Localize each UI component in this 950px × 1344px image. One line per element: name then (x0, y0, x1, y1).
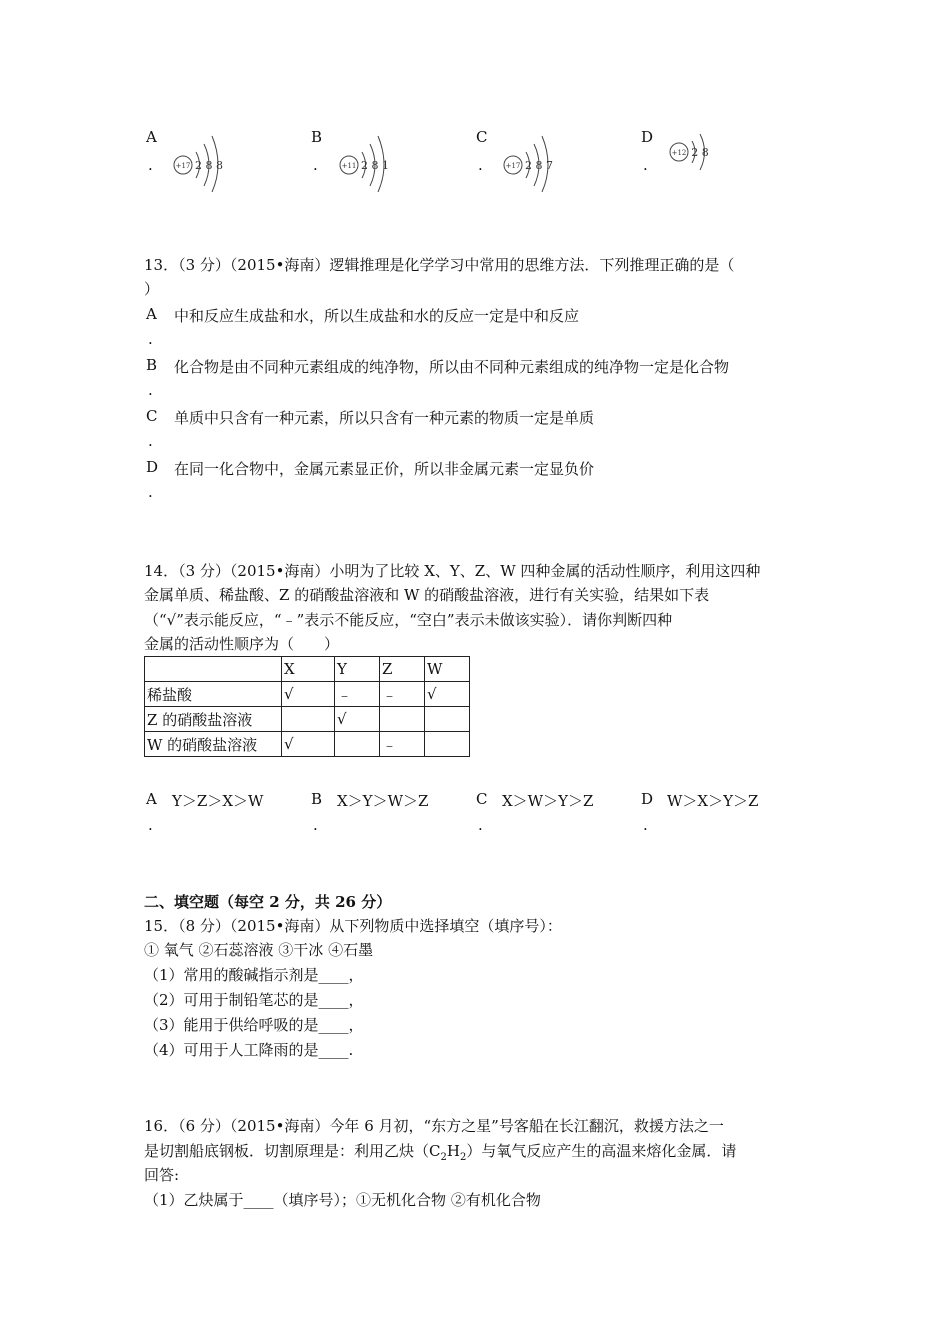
table-cell: √ (335, 707, 380, 732)
table-cell: W 的硝酸盐溶液 (145, 732, 282, 757)
table-cell: W (425, 657, 470, 682)
q14-option-d-dot: . (643, 816, 648, 834)
q14-option-c-letter[interactable]: C (476, 790, 488, 808)
q14-option-a-text[interactable]: Y＞Z＞X＞W (172, 792, 264, 810)
subscript: 2 (459, 1152, 467, 1163)
q12-option-b-atom-diagram (336, 130, 396, 192)
table-cell: 稀盐酸 (145, 682, 282, 707)
q16-stem-line3: 回答: (144, 1166, 180, 1184)
q13-stem-line2: ） (144, 280, 160, 298)
q15-item-3[interactable]: （3）能用于供给呼吸的是____， (144, 1016, 364, 1034)
table-cell: Z (380, 657, 425, 682)
q12-option-c-atom-diagram (500, 130, 560, 192)
electron-config: 2 8 1 (361, 159, 389, 172)
q13-option-a-letter[interactable]: A (146, 305, 157, 323)
q13-stem-line1: 13．（3 分）（2015•海南）逻辑推理是化学学习中常用的思维方法．下列推理正确的是（ (144, 256, 735, 274)
nucleus-label: +17 (175, 162, 191, 170)
table-cell: Y (335, 657, 380, 682)
q12-option-c-dot: . (478, 156, 483, 174)
q12-option-b-dot: . (313, 156, 318, 174)
q13-option-b-letter[interactable]: B (146, 356, 158, 374)
q12-option-c-letter[interactable]: C (476, 128, 488, 146)
q12-option-b-letter[interactable]: B (311, 128, 323, 146)
q13-option-a-text[interactable]: 中和反应生成盐和水，所以生成盐和水的反应一定是中和反应 (174, 307, 580, 325)
q13-option-d-text[interactable]: 在同一化合物中，金属元素显正价，所以非金属元素一定显负价 (174, 460, 595, 478)
table-cell: √ (425, 682, 470, 707)
electron-config: 2 8 8 (195, 159, 223, 172)
table-header-row (145, 657, 470, 682)
q14-option-a-letter[interactable]: A (146, 790, 157, 808)
q14-option-a-dot: . (148, 816, 153, 834)
table-cell: ﹣ (380, 682, 425, 707)
q13-option-c-text[interactable]: 单质中只含有一种元素，所以只含有一种元素的物质一定是单质 (174, 409, 595, 427)
q16-line2-mid: H (446, 1142, 460, 1160)
q13-option-b-text[interactable]: 化合物是由不同种元素组成的纯净物，所以由不同种元素组成的纯净物一定是化合物 (174, 358, 730, 376)
nucleus-label: +17 (505, 162, 521, 170)
q13-option-a-dot: . (148, 330, 153, 348)
q14-option-c-dot: . (478, 816, 483, 834)
table-cell (145, 657, 282, 682)
table-cell (335, 732, 380, 757)
q13-option-b-dot: . (148, 381, 153, 399)
table-cell (380, 707, 425, 732)
q15-item-1[interactable]: （1）常用的酸碱指示剂是____， (144, 966, 364, 984)
table-row (145, 682, 470, 707)
q15-choices: ① 氧气 ②石蕊溶液 ③干冰 ④石墨 (144, 941, 374, 959)
q13-option-c-letter[interactable]: C (146, 407, 158, 425)
q16-line2-post: ）与氧气反应产生的高温来熔化金属．请 (466, 1142, 737, 1160)
q14-option-c-text[interactable]: X＞W＞Y＞Z (502, 792, 594, 810)
table-cell: ﹣ (380, 732, 425, 757)
electron-config: 2 8 (691, 146, 709, 159)
q14-option-b-dot: . (313, 816, 318, 834)
q12-option-d-atom-diagram (666, 130, 716, 174)
table-row (145, 732, 470, 757)
q14-option-b-text[interactable]: X＞Y＞W＞Z (337, 792, 429, 810)
section-2-title: 二、填空题（每空 2 分，共 26 分） (144, 893, 392, 911)
nucleus-label: +12 (671, 149, 687, 157)
q14-option-d-text[interactable]: W＞X＞Y＞Z (667, 792, 759, 810)
table-cell: X (282, 657, 335, 682)
nucleus-label: +11 (341, 162, 357, 170)
table-cell (425, 707, 470, 732)
table-cell: √ (282, 682, 335, 707)
table-cell: ﹣ (335, 682, 380, 707)
q15-item-4[interactable]: （4）可用于人工降雨的是____. (144, 1041, 354, 1059)
q13-option-d-dot: . (148, 483, 153, 501)
table-cell (425, 732, 470, 757)
q14-stem-line1: 14．（3 分）（2015•海南）小明为了比较 X、Y、Z、W 四种金属的活动性顺序，利用这四种 (144, 562, 761, 580)
q16-item-1[interactable]: （1）乙炔属于____（填序号）；①无机化合物 ②有机化合物 (144, 1191, 541, 1209)
q16-stem-line2 (144, 1140, 736, 1163)
q12-option-d-dot: . (643, 156, 648, 174)
q12-option-a-letter[interactable]: A (146, 128, 157, 146)
q15-stem: 15．（8 分）（2015•海南）从下列物质中选择填空（填序号）： (144, 917, 562, 935)
q12-option-d-letter[interactable]: D (641, 128, 654, 146)
q14-stem-line3: （“√”表示能反应，“﹣”表示不能反应，“空白”表示未做该实验）．请你判断四种 (144, 611, 673, 629)
q14-option-d-letter[interactable]: D (641, 790, 654, 808)
q14-option-b-letter[interactable]: B (311, 790, 323, 808)
q12-option-a-dot: . (148, 156, 153, 174)
q16-stem-line1: 16．（6 分）（2015•海南）今年 6 月初，“东方之星”号客船在长江翻沉，救援方法之一 (144, 1117, 724, 1135)
q14-stem-line2: 金属单质、稀盐酸、Z 的硝酸盐溶液和 W 的硝酸盐溶液，进行有关实验，结果如下表 (144, 586, 710, 604)
table-cell: Z 的硝酸盐溶液 (145, 707, 282, 732)
subscript: 2 (440, 1152, 447, 1163)
q13-option-c-dot: . (148, 432, 153, 450)
table-cell: √ (282, 732, 335, 757)
q14-results-table (144, 656, 470, 757)
electron-config: 2 8 7 (525, 159, 553, 172)
q13-option-d-letter[interactable]: D (146, 458, 159, 476)
table-cell (282, 707, 335, 732)
q12-option-a-atom-diagram (170, 130, 230, 192)
q16-line2-pre: 是切割船底钢板．切割原理是：利用乙炔（C (144, 1142, 441, 1160)
q14-stem-line4: 金属的活动性顺序为（ ） (144, 635, 340, 653)
q15-item-2[interactable]: （2）可用于制铅笔芯的是____， (144, 991, 364, 1009)
table-row (145, 707, 470, 732)
